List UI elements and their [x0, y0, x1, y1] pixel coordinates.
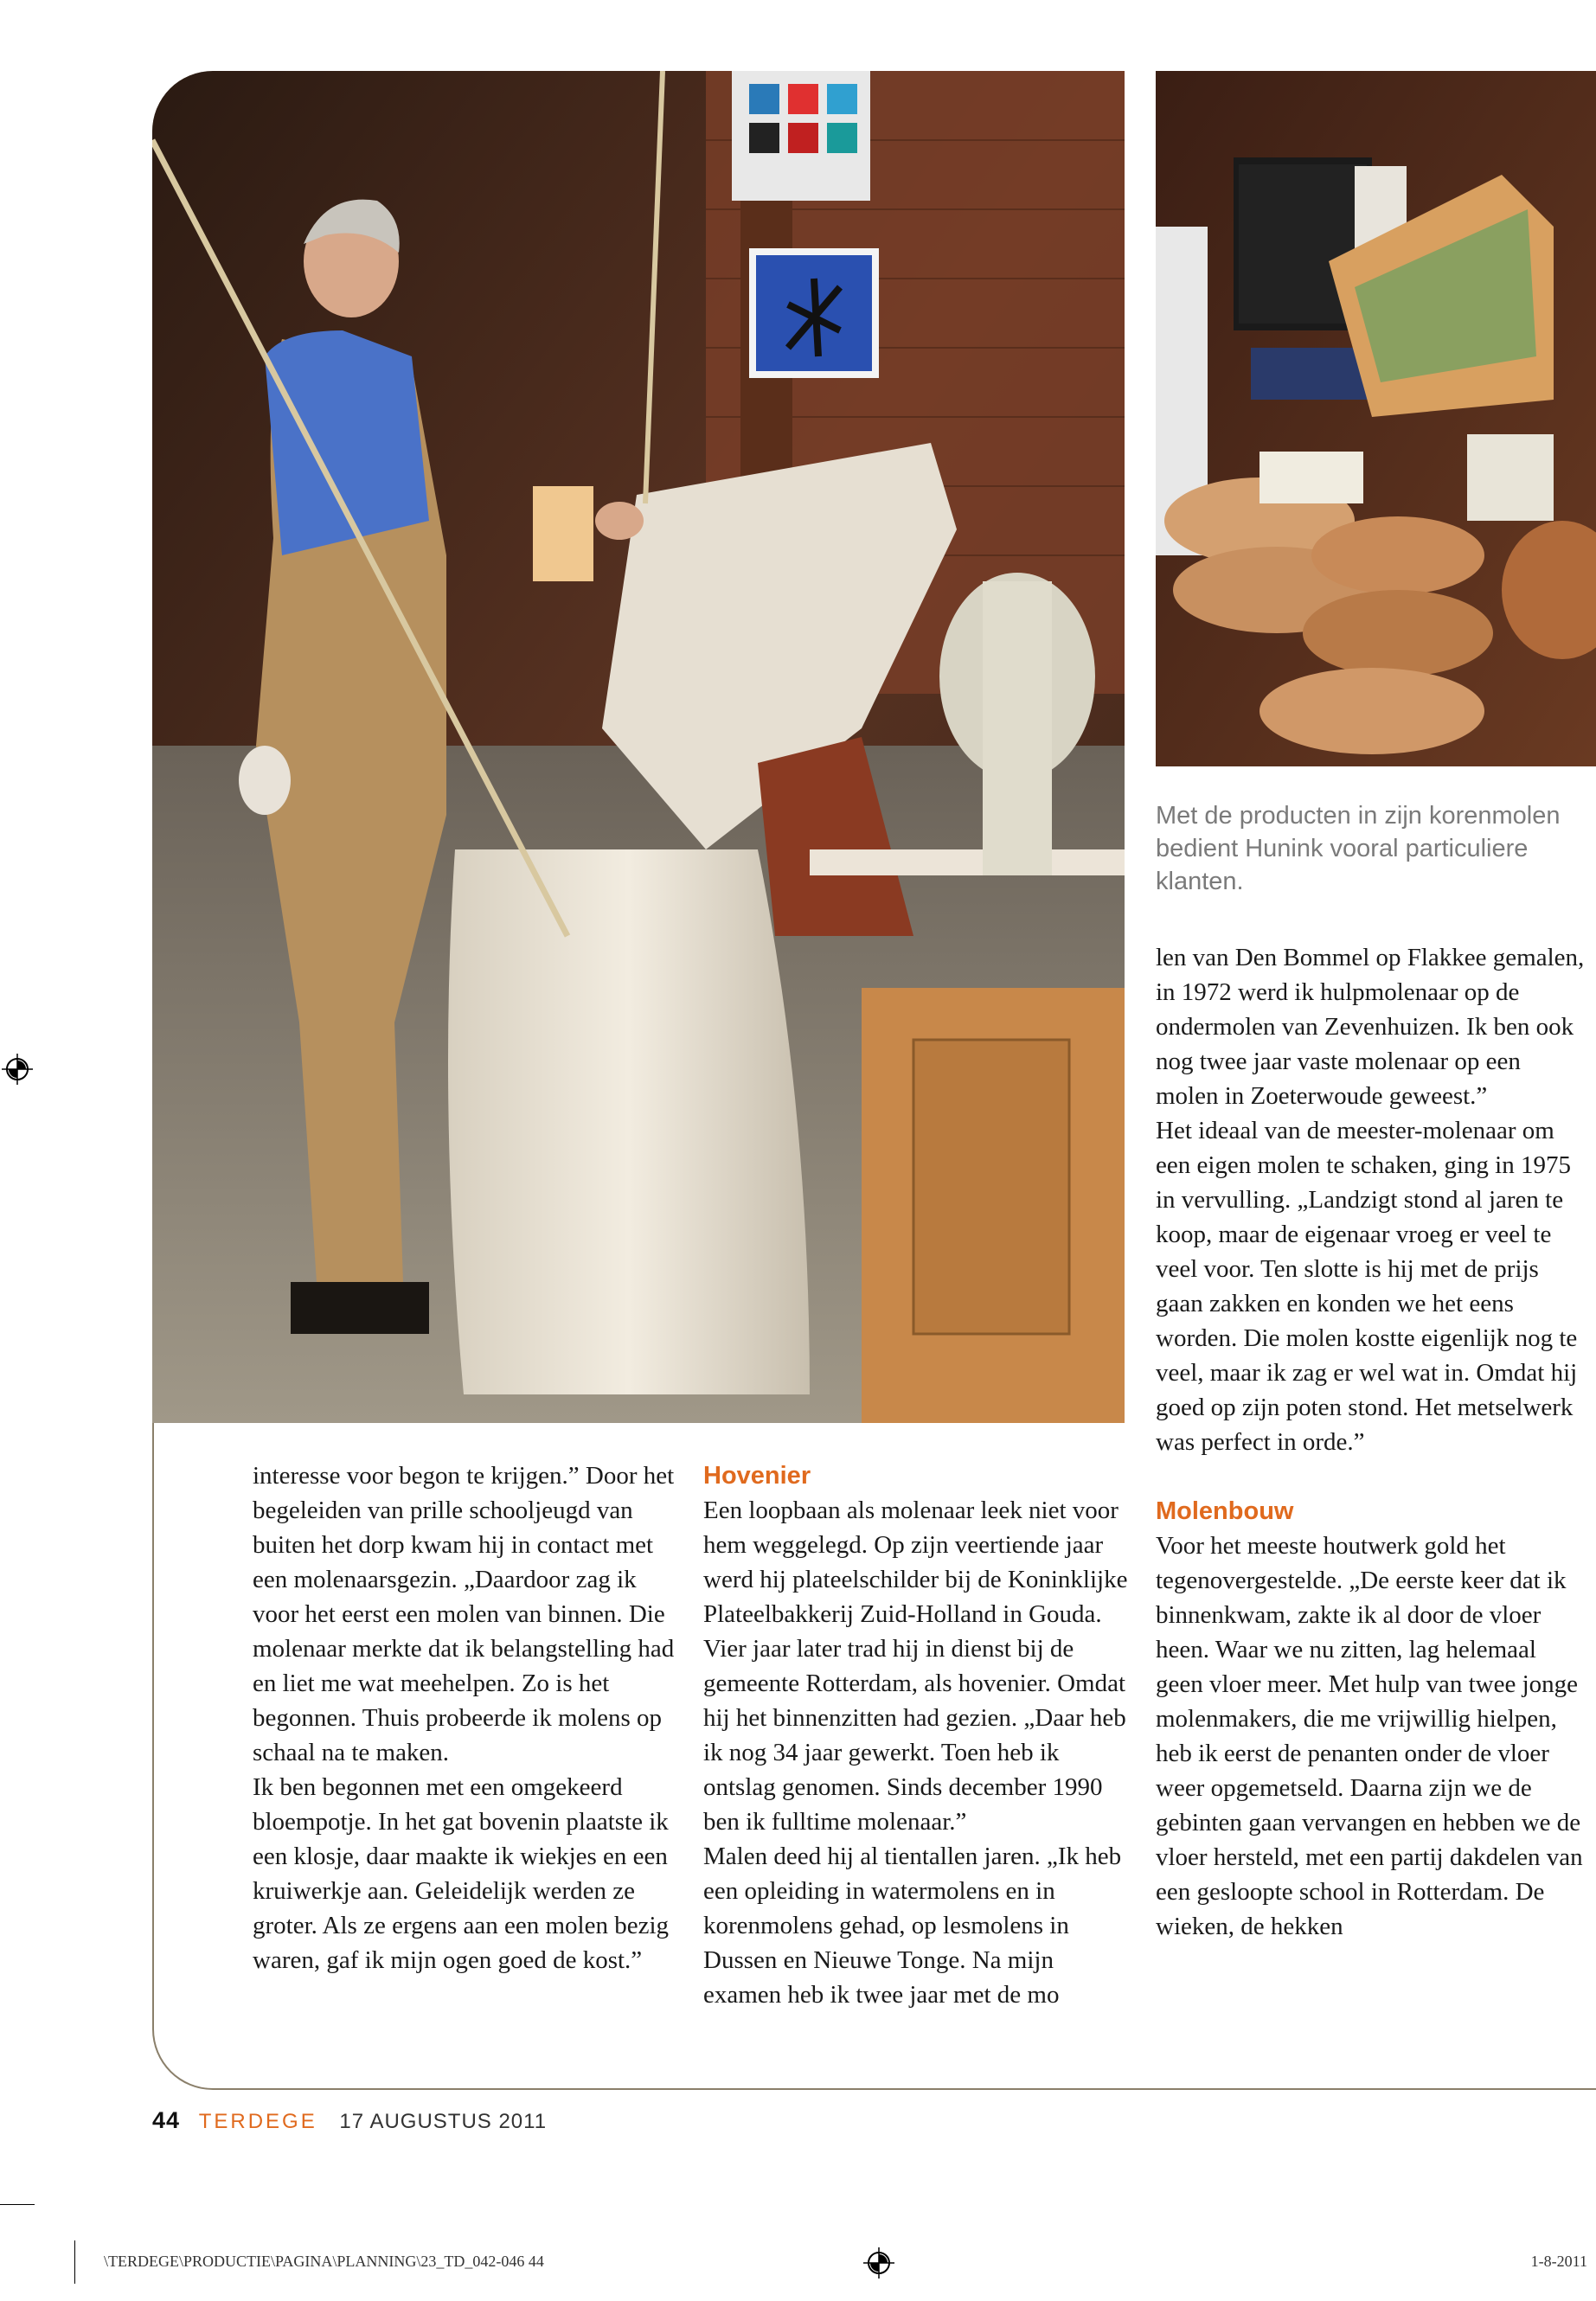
text-column-3 [1156, 940, 1588, 1944]
paragraph: Het ideaal van de meester-molenaar om een eigen molen te schaken, ging in 1975 in vervulling. „Landzigt stond al jaren te koop, maar de eigenaar vroeg er veel te veel voor. Ten slotte is hij met de prijs gaan zakken en konden we het eens worden. Die molen kostte eigenlijk nog te veel, maar ik zag er wel wat in. Omdat hij goed op zijn poten stond. Het metselwerk was perfect in orde.” [1156, 1117, 1578, 1456]
text-column-1 [253, 1458, 685, 1977]
crop-mark-bottom [74, 2240, 75, 2284]
paragraph: len van Den Bommel op Flakkee gemalen, in 1972 werd ik hulpmolenaar op de ondermolen van Zevenhuizen. Ik ben ook nog twee jaar vaste molenaar op een molen in Zoeterwoude geweest.” [1156, 944, 1585, 1110]
photo-caption: Met de producten in zijn korenmolen bedient Hunink vooral particuliere klanten. [1156, 802, 1561, 895]
magazine-name: TERDEGE [198, 2110, 317, 2133]
production-date: 1-8-2011 [1530, 2253, 1587, 2270]
page-number: 44 [152, 2107, 181, 2133]
subheading-hovenier: Hovenier [703, 1462, 811, 1490]
registration-mark-icon [2, 1054, 33, 1085]
paragraph: Voor het meeste houtwerk gold het tegenovergestelde. „De eerste keer dat ik binnenkwam, zakte ik al door de vloer heen. Waar we nu zitten, lag helemaal geen vloer meer. Met hulp van twee jonge molenmakers, die me vrijwillig hielpen, heb ik eerst de penanten onder de vloer weer opgemetseld. Daarna zijn we de gebinten gaan vervangen en hebben we de vloer hersteld, met een partij dakdelen van een gesloopte school in Rotterdam. De wieken, de hekken [1156, 1532, 1583, 1940]
side-photo-shop [1156, 71, 1596, 766]
issue-date: 17 AUGUSTUS 2011 [339, 2110, 548, 2133]
page-footer [152, 2107, 547, 2134]
subheading-molenbouw: Molenbouw [1156, 1497, 1294, 1525]
paragraph: Een loopbaan als molenaar leek niet voor hem weggelegd. Op zijn veertiende jaar werd hij plateelschilder bij de Koninklijke Plateelbakkerij Zuid-Holland in Gouda. Vier jaar later trad hij in dienst bij de gemeente Rotterdam, als hovenier. Omdat hij het binnenzitten had gezien. „Daar heb ik nog 34 jaar gewerkt. Toen heb ik ontslag genomen. Sinds december 1990 ben ik fulltime molenaar.” [703, 1497, 1128, 1836]
production-slug: \TERDEGE\PRODUCTIE\PAGINA\PLANNING\23_TD_042-046 44 [104, 2253, 544, 2270]
text-column-2 [703, 1458, 1136, 2012]
paragraph: interesse voor begon te krijgen.” Door het begeleiden van prille schooljeugd van buiten het dorp kwam hij in contact met een molenaarsgezin. „Daardoor zag ik voor het eerst een molen van binnen. Die molenaar merkte dat ik belangstelling had en liet me wat meehelpen. Zo is het begonnen. Thuis probeerde ik molens op schaal na te maken. [253, 1462, 675, 1766]
main-photo-miller [152, 71, 1125, 1423]
paragraph: Ik ben begonnen met een omgekeerd bloempotje. In het gat bovenin plaatste ik een klosje, daar maakte ik wiekjes en een kruiwerkje aan. Geleidelijk werden ze groter. Als ze ergens aan een molen bezig waren, gaf ik mijn ogen goed de kost.” [253, 1773, 670, 1974]
crop-mark-left [0, 2204, 35, 2205]
shop-photo-illustration [1156, 71, 1596, 766]
paragraph: Malen deed hij al tientallen jaren. „Ik heb een opleiding in watermolens en in korenmolens gehad, op lesmolens in Dussen en Nieuwe Tonge. Na mijn examen heb ik twee jaar met de mo [703, 1843, 1122, 2009]
registration-mark-icon [863, 2247, 894, 2279]
miller-photo-illustration [152, 71, 1125, 1423]
